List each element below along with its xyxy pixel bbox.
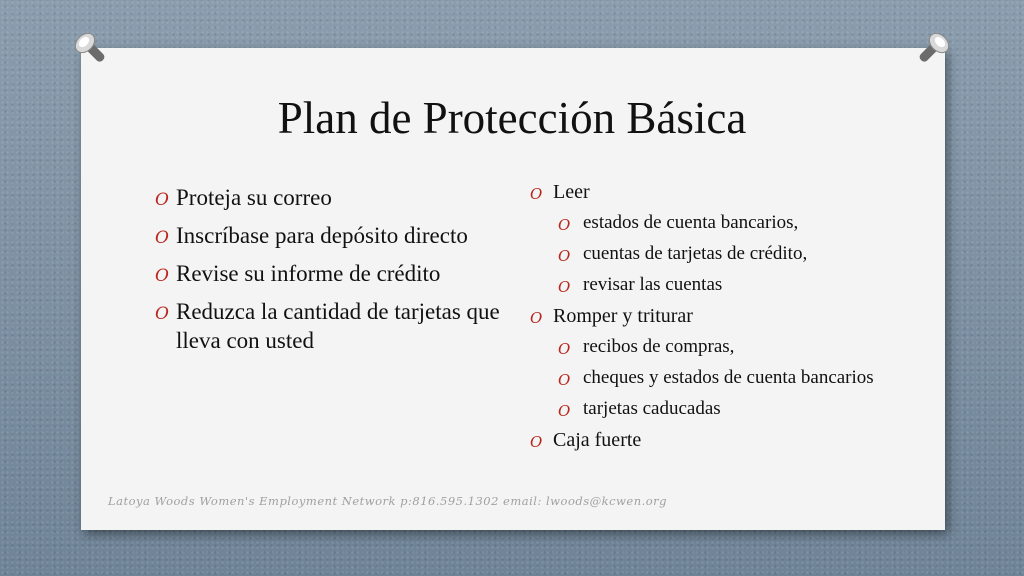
- bullet-icon: O: [558, 216, 571, 234]
- bullet-icon: O: [155, 304, 169, 324]
- list-item: O Reduzca la cantidad de tarjetas que lleva con usted: [155, 299, 500, 353]
- bullet-icon: O: [155, 228, 169, 248]
- list-item: O Romper y triturar: [530, 304, 910, 329]
- bullet-icon: O: [530, 185, 543, 203]
- bullet-icon: O: [558, 371, 571, 389]
- slide-title: Plan de Protección Básica: [277, 93, 747, 143]
- list-item: O Proteja su correo: [155, 183, 515, 212]
- sub-list-item: O estados de cuenta bancarios,: [558, 211, 910, 235]
- pushpin-icon: [914, 30, 954, 70]
- bullet-icon: O: [530, 309, 543, 327]
- sub-list-item: O tarjetas caducadas: [558, 397, 910, 421]
- list-item: O Inscríbase para depósito directo: [155, 221, 515, 250]
- list-item: O Leer: [530, 180, 910, 205]
- sub-list-item: O cuentas de tarjetas de crédito,: [558, 242, 910, 266]
- slide-footer: Latoya Woods Women's Employment Network p:816.595.1302 email: lwoods@kcwen.org: [108, 494, 668, 508]
- bullet-icon: O: [558, 278, 571, 296]
- bullet-icon: O: [155, 190, 169, 210]
- bullet-icon: O: [558, 247, 571, 265]
- left-bullet-list: [155, 183, 515, 364]
- sub-list-item: O recibos de compras,: [558, 335, 910, 359]
- sub-list-item: O revisar las cuentas: [558, 273, 910, 297]
- bullet-icon: O: [155, 266, 169, 286]
- list-item: O Revise su informe de crédito: [155, 259, 515, 288]
- right-bullet-list: [530, 180, 910, 459]
- bullet-icon: O: [558, 340, 571, 358]
- sub-list-item: O cheques y estados de cuenta bancarios: [558, 366, 910, 390]
- pushpin-icon: [70, 30, 110, 70]
- bullet-icon: O: [530, 433, 543, 451]
- list-item: O Caja fuerte: [530, 428, 910, 453]
- bullet-icon: O: [558, 402, 571, 420]
